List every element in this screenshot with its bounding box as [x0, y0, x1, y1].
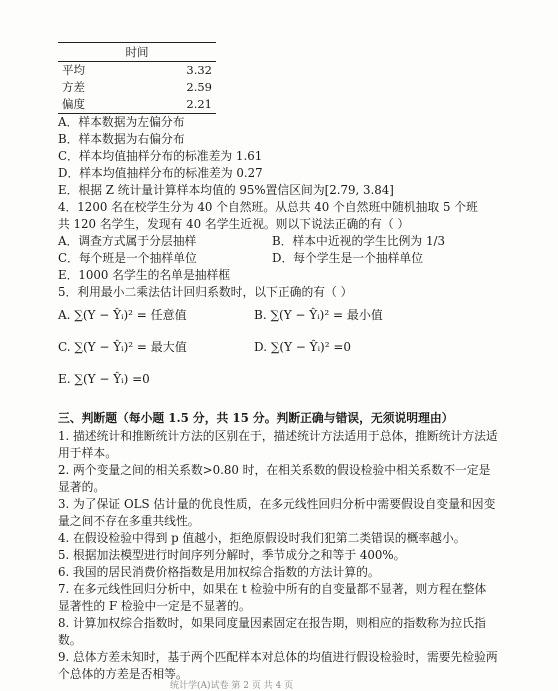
q5-option-e: E. ∑(Y − Ŷᵢ) =0 [58, 372, 150, 386]
q5-option-d: D. ∑(Y − Ŷᵢ)² =0 [254, 340, 352, 354]
table-header: 时间 [58, 42, 216, 62]
tf-item-7: 7. 在多元线性回归分析中，如果在 t 检验中所有的自变量都不显著，则方程在整体显著性的 F 检验中一定是不显著的。 [58, 582, 487, 613]
q5-option-a: A. ∑(Y − Ŷᵢ)² = 任意值 [58, 308, 187, 322]
tf-item-4: 4. 在假设检验中得到 p 值越小，拒绝原假设时我们犯第二类错误的概率越小。 [58, 531, 466, 545]
tf-item-3: 3. 为了保证 OLS 估计量的优良性质，在多元线性回归分析中需要假设自变量和因变量之间不存在多重共线性。 [58, 497, 496, 528]
tf-item-8: 8. 计算加权综合指数时，如果同度量因素固定在报告期，则相应的指数称为拉氏指数。 [58, 616, 486, 647]
row-value: 3.32 [186, 63, 212, 77]
section3-heading: 三、判断题（每小题 1.5 分，共 15 分。判断正确与错误，无须说明理由） [58, 411, 454, 425]
q4-stem-line1: 4．1200 名在校学生分为 40 个自然班。从总共 40 个自然班中随机抽取 5 个班 [58, 200, 478, 214]
tf-item-2: 2. 两个变量之间的相关系数>0.80 时，在相关系数的假设检验中相关系数不一定是显著的。 [58, 463, 491, 494]
table-row [58, 79, 216, 96]
q5-stem: 5．利用最小二乘法估计回归系数时，以下正确的有（ ） [58, 285, 353, 299]
q4-stem-line2: 共 120 名学生，发现有 40 名学生近视。则以下说法正确的有（ ） [58, 217, 410, 231]
row-label: 平均 [62, 63, 85, 77]
row-value: 2.21 [186, 97, 212, 111]
q4-option-e: E．1000 名学生的名单是抽样框 [58, 268, 231, 282]
q5-option-b: B. ∑(Y − Ŷᵢ)² = 最小值 [254, 308, 383, 322]
tf-item-9: 9. 总体方差未知时，基于两个匹配样本对总体的均值进行假设检验时，需要先检验两个总体的方差是否相等。 [58, 650, 498, 681]
row-label: 方差 [62, 80, 85, 94]
tf-item-1: 1. 描述统计和推断统计方法的区别在于，描述统计方法适用于总体，推断统计方法适用于样本。 [58, 429, 498, 460]
q3-option-e: E．根据 Z 统计量计算样本均值的 95%置信区间为[2.79, 3.84] [58, 183, 394, 197]
statistics-table [58, 42, 216, 114]
q3-option-d: D．样本均值抽样分布的标准差为 0.27 [58, 166, 263, 180]
row-value: 2.59 [186, 80, 212, 94]
tf-item-5: 5. 根据加法模型进行时间序列分解时，季节成分之和等于 400%。 [58, 548, 406, 562]
table-row [58, 96, 216, 114]
q4-option-a: A．调查方式属于分层抽样 [58, 234, 197, 248]
q3-option-c: C．样本均值抽样分布的标准差为 1.61 [58, 149, 263, 163]
q4-option-b: B．样本中近视的学生比例为 1/3 [272, 234, 445, 248]
q5-option-c: C. ∑(Y − Ŷᵢ)² = 最大值 [58, 340, 187, 354]
q4-option-c: C．每个班是一个抽样单位 [58, 251, 197, 265]
q4-option-d: D．每个学生是一个抽样单位 [272, 251, 424, 265]
q3-option-b: B．样本数据为右偏分布 [58, 132, 185, 146]
page-footer: 统计学(A)试卷 第 2 页 共 4 页 [170, 681, 294, 691]
tf-item-6: 6. 我国的居民消费价格指数是用加权综合指数的方法计算的。 [58, 565, 380, 579]
table-row [58, 62, 216, 79]
row-label: 偏度 [62, 97, 85, 111]
q3-option-a: A．样本数据为左偏分布 [58, 115, 185, 129]
